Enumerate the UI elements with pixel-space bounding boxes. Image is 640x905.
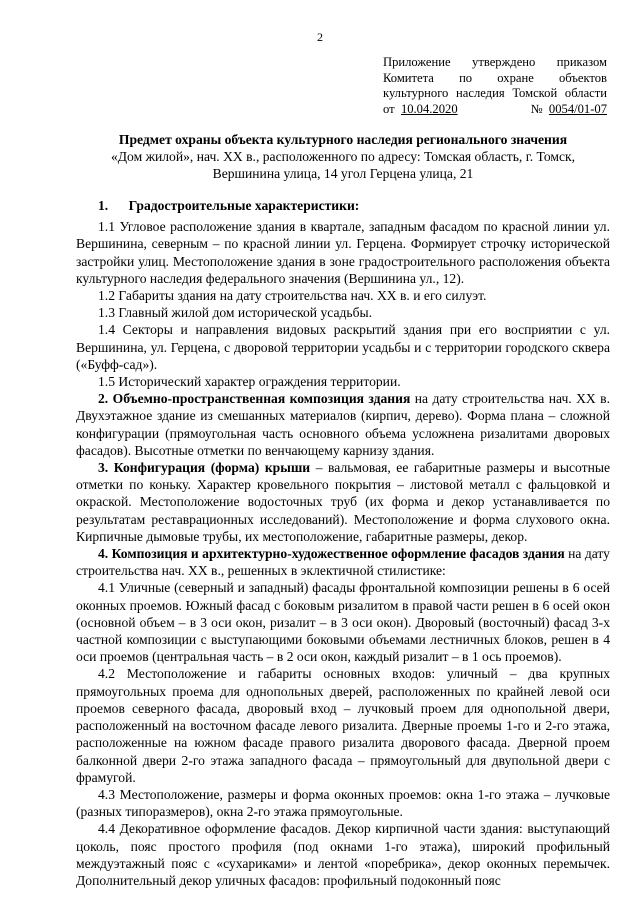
title-line-3: Вершинина улица, 14 угол Герцена улица, 21 [212, 166, 474, 182]
section-4-title: Композиция и архитектурно-художественное оформление фасадов здания [111, 546, 565, 562]
section-1-heading [76, 197, 610, 214]
paragraph-1-5: 1.5 Исторический характер ограждения территории. [98, 374, 401, 390]
approval-stamp [383, 55, 607, 117]
section-3-title: Конфигурация (форма) крыши [113, 460, 311, 476]
approval-from-label: от [383, 101, 395, 116]
section-2-number: 2. [98, 391, 109, 407]
title-line-2: «Дом жилой», нач. ХХ в., расположенного по адресу: Томская область, г. Томск, [110, 149, 576, 165]
title-line-1: Предмет охраны объекта культурного наследия регионального значения [118, 132, 568, 147]
section-1-title: Градостроительные характеристики: [128, 198, 360, 213]
section-2-text: на дату строительства нач. ХХ в. Двухэтажное здание из смешанных материалов (кирпич, дерево). Форма плана – сложной конфигурации (прямоугольная часть основного объема усложнена ризалитами дворовых фасадов). Высотные отметки по венчающему карнизу здания. [76, 391, 610, 458]
approval-date: 10.04.2020 [400, 101, 458, 116]
paragraph-1-2: 1.2 Габариты здания на дату строительства нач. ХХ в. и его силуэт. [98, 288, 487, 304]
approval-date-line [383, 102, 607, 118]
section-3 [76, 459, 610, 545]
document-title [76, 131, 610, 183]
approval-line-3: культурного наследия Томской области [383, 86, 607, 101]
paragraph-1-3: 1.3 Главный жилой дом исторической усадьбы. [98, 305, 373, 321]
page-number: 2 [317, 30, 323, 44]
section-2-title: Объемно-пространственная композиция здания [112, 391, 411, 407]
paragraph-1-1: 1.1 Угловое расположение здания в квартале, западным фасадом по красной линии ул. Вершинина, северным – по красной линии ул. Герцена. Формирует строчку исторической застройки улиц. Местоположение здания в зоне градостроительного расположения объекта культурного наследия федерального значения (Вершинина ул., 12). [76, 219, 610, 286]
document-body [76, 197, 610, 889]
section-4-text: на дату строительства нач. ХХ в., решенных в эклектичной стилистике: [76, 546, 610, 579]
paragraph-4-2: 4.2 Местоположение и габариты основных входов: уличный – два крупных прямоугольных проема для однопольных дверей, расположенных по крайней левой оси проемов северного фасада, дворовый вход – лучковый проем для однопольной двери, расположенный на восточном фасаде левого ризалита. Дверные проемы 1-го и 2-го этажа, расположенные на южном фасаде правого ризалита дворового фасада. Дверной проем балконной двери 2-го этажа западного фасада – прямоугольный для двупольной двери с фрамугой. [76, 666, 610, 785]
approval-line-1: Приложение утверждено приказом [383, 55, 607, 69]
section-2 [76, 390, 610, 459]
section-4 [76, 545, 610, 579]
approval-number: 0054/01-07 [548, 101, 607, 116]
approval-number-label: № [530, 101, 543, 116]
paragraph-4-4: 4.4 Декоративное оформление фасадов. Декор кирпичной части здания: выступающий цоколь, пояс простого профиля (под окнами 1-го этажа), широкий профильный междуэтажный пояс с «сухариками» и лентой «поребрика», декор оконных перемычек. Дополнительный декор уличных фасадов: профильный подоконный пояс [76, 821, 610, 888]
paragraph-4-3: 4.3 Местоположение, размеры и форма оконных проемов: окна 1-го этажа – лучковые (разных типоразмеров), окна 2-го этажа прямоугольные. [76, 786, 610, 820]
section-3-number: 3. [98, 460, 109, 476]
paragraph-1-4: 1.4 Секторы и направления видовых раскрытий здания при его восприятии с ул. Вершинина, ул. Герцена, с дворовой территории усадьбы и с территории городского сквера («Буфф-сад»). [76, 322, 610, 372]
section-3-text: – вальмовая, ее габаритные размеры и высотные отметки по коньку. Характер кровельного покрытия – листовой металл с фальцовкой и окраской. Местоположение водосточных труб (их форма и декор устанавливается по результатам реставрационных исследований). Местоположение и форма слухового окна. Кирпичные дымовые трубы, их местоположение, габаритные размеры, декор. [76, 460, 611, 544]
section-1-number: 1. [98, 198, 109, 213]
paragraph-4-1: 4.1 Уличные (северный и западный) фасады фронтальной композиции решены в 6 осей оконных проемов. Южный фасад с боковым ризалитом в правой части решен в 6 осей окон (основной объем – в 3 оси окон, ризалит – в 3 оси окон). Дворовый (восточный) фасад 3-х частной композиции с выступающими боковыми объемами лестничных блоков, решен в 4 оси проемов (центральная часть – в 2 оси окон, каждый ризалит – в 1 ось проемов). [76, 580, 610, 665]
approval-line-2: Комитета по охране объектов [383, 70, 607, 85]
section-4-number: 4. [98, 546, 109, 562]
